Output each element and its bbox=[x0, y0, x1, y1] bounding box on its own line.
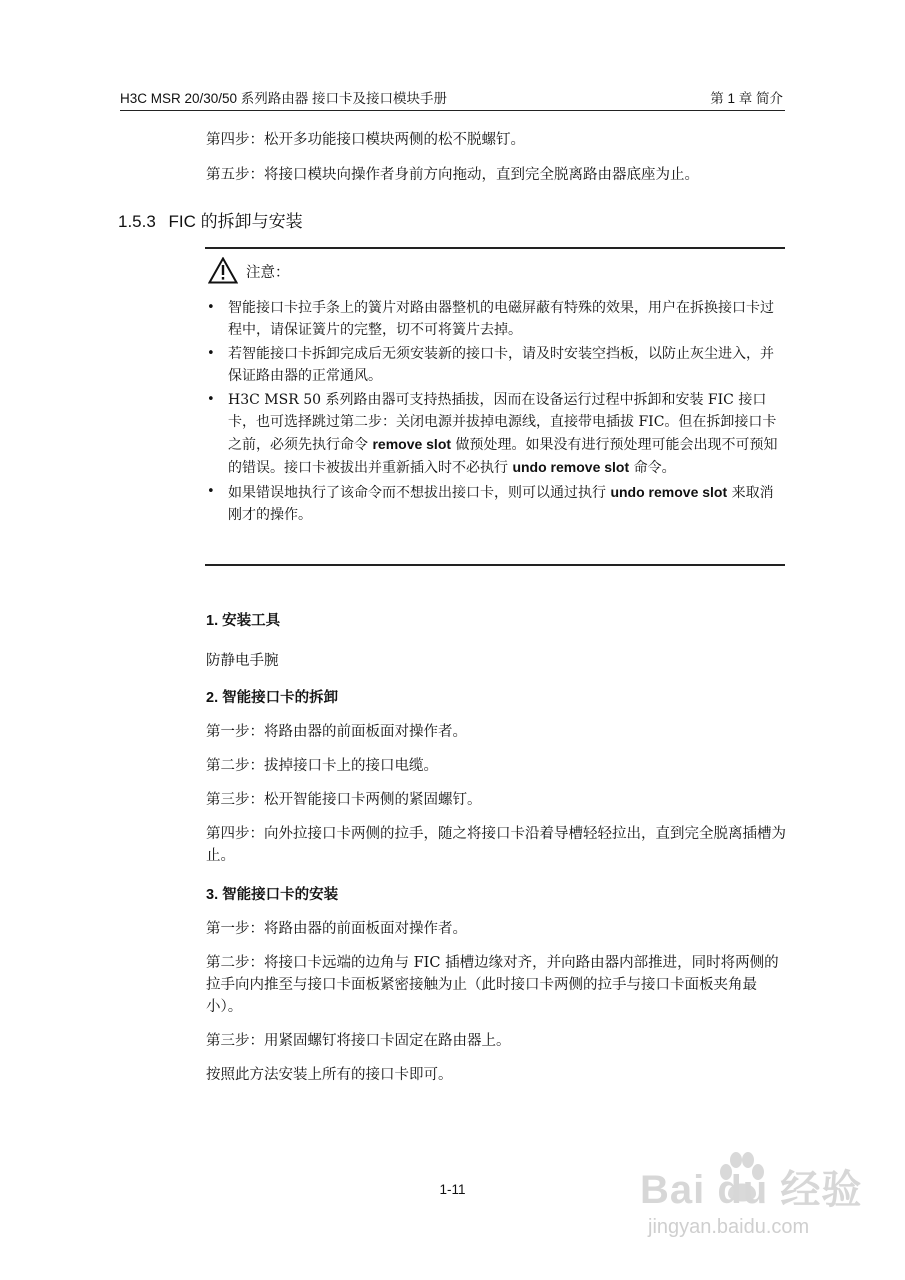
removal-heading: 2. 智能接口卡的拆卸 bbox=[206, 690, 339, 706]
notice-text: H3C MSR 50 系列路由器可支持热插拔，因而在设备运行过程中拆卸和安装 FIC 接口卡，也可选择跳过第二步：关闭电源并拔掉电源线，直接带电插拔 FIC。但在拆卸接口卡之前，必须先执行命令 bbox=[228, 392, 777, 453]
install-step: 第二步：将接口卡远端的边角与 FIC 插槽边缘对齐，并向路由器内部推进，同时将两侧的拉手向内推至与接口卡面板紧密接触为止（此时接口卡两侧的拉手与接口卡面板夹角最小）。 bbox=[206, 955, 779, 1015]
section-heading bbox=[118, 207, 303, 232]
removal-step: 第二步：拔掉接口卡上的接口电缆。 bbox=[206, 758, 438, 774]
intro-step: 第四步：松开多功能接口模块两侧的松不脱螺钉。 bbox=[206, 132, 525, 148]
header-rule bbox=[120, 110, 785, 111]
notice-text: 如果错误地执行了该命令而不想拔出接口卡，则可以通过执行 bbox=[228, 485, 611, 501]
removal-step: 第一步：将路由器的前面板面对操作者。 bbox=[206, 724, 467, 740]
notice-text: 做预处理。如果没有进行预处理可能会出现不可预知的错误。接口卡被拔出并重新插入时不必执行 bbox=[228, 437, 778, 476]
command-text: remove slot bbox=[372, 436, 452, 452]
notice-text: 命令。 bbox=[629, 460, 676, 476]
watermark-logo: Bai du 经验 bbox=[640, 1168, 863, 1212]
notice-bottom-rule bbox=[205, 564, 785, 566]
notice-text: 智能接口卡拉手条上的簧片对路由器整机的电磁屏蔽有特殊的效果，用户在拆换接口卡过程中，请保证簧片的完整，切不可将簧片去掉。 bbox=[228, 300, 774, 338]
page-number: 1-11 bbox=[439, 1182, 466, 1197]
intro-steps bbox=[206, 129, 791, 186]
running-header-right: 第 1 章 简介 bbox=[710, 91, 783, 106]
notice-list bbox=[205, 297, 785, 528]
watermark-url: jingyan.baidu.com bbox=[648, 1216, 810, 1238]
intro-step: 第五步：将接口模块向操作者身前方向拖动，直到完全脱离路由器底座为止。 bbox=[206, 167, 699, 183]
removal-step: 第三步：松开智能接口卡两侧的紧固螺钉。 bbox=[206, 792, 482, 808]
notice-item bbox=[205, 481, 785, 526]
tools-text: 防静电手腕 bbox=[206, 653, 279, 669]
notice-label: 注意： bbox=[246, 265, 290, 281]
notice-text: 若智能接口卡拆卸完成后无须安装新的接口卡，请及时安装空挡板，以防止灰尘进入，并保证路由器的正常通风。 bbox=[228, 346, 774, 384]
section-title: FIC 的拆卸与安装 bbox=[168, 212, 303, 231]
notice-item bbox=[205, 297, 785, 341]
notice-item bbox=[205, 343, 785, 387]
install-step: 第三步：用紧固螺钉将接口卡固定在路由器上。 bbox=[206, 1033, 511, 1049]
notice-header bbox=[208, 257, 290, 284]
running-header-left: H3C MSR 20/30/50 系列路由器 接口卡及接口模块手册 bbox=[120, 91, 448, 106]
warning-triangle-icon bbox=[208, 257, 238, 284]
tools-heading: 1. 安装工具 bbox=[206, 613, 281, 629]
install-closing: 按照此方法安装上所有的接口卡即可。 bbox=[206, 1067, 453, 1083]
notice-text: 来取消刚才的操作。 bbox=[228, 485, 774, 523]
removal-step: 第四步：向外拉接口卡两侧的拉手，随之将接口卡沿着导槽轻轻拉出，直到完全脱离插槽为止。 bbox=[206, 826, 786, 864]
section-number: 1.5.3 bbox=[118, 212, 156, 231]
command-text: undo remove slot bbox=[610, 484, 728, 500]
notice-item bbox=[205, 389, 785, 479]
removal-steps bbox=[206, 721, 791, 867]
install-heading: 3. 智能接口卡的安装 bbox=[206, 887, 339, 903]
install-steps bbox=[206, 918, 791, 1086]
install-step: 第一步：将路由器的前面板面对操作者。 bbox=[206, 921, 467, 937]
baidu-watermark bbox=[640, 1150, 870, 1250]
command-text: undo remove slot bbox=[512, 459, 630, 475]
notice-top-rule bbox=[205, 247, 785, 249]
